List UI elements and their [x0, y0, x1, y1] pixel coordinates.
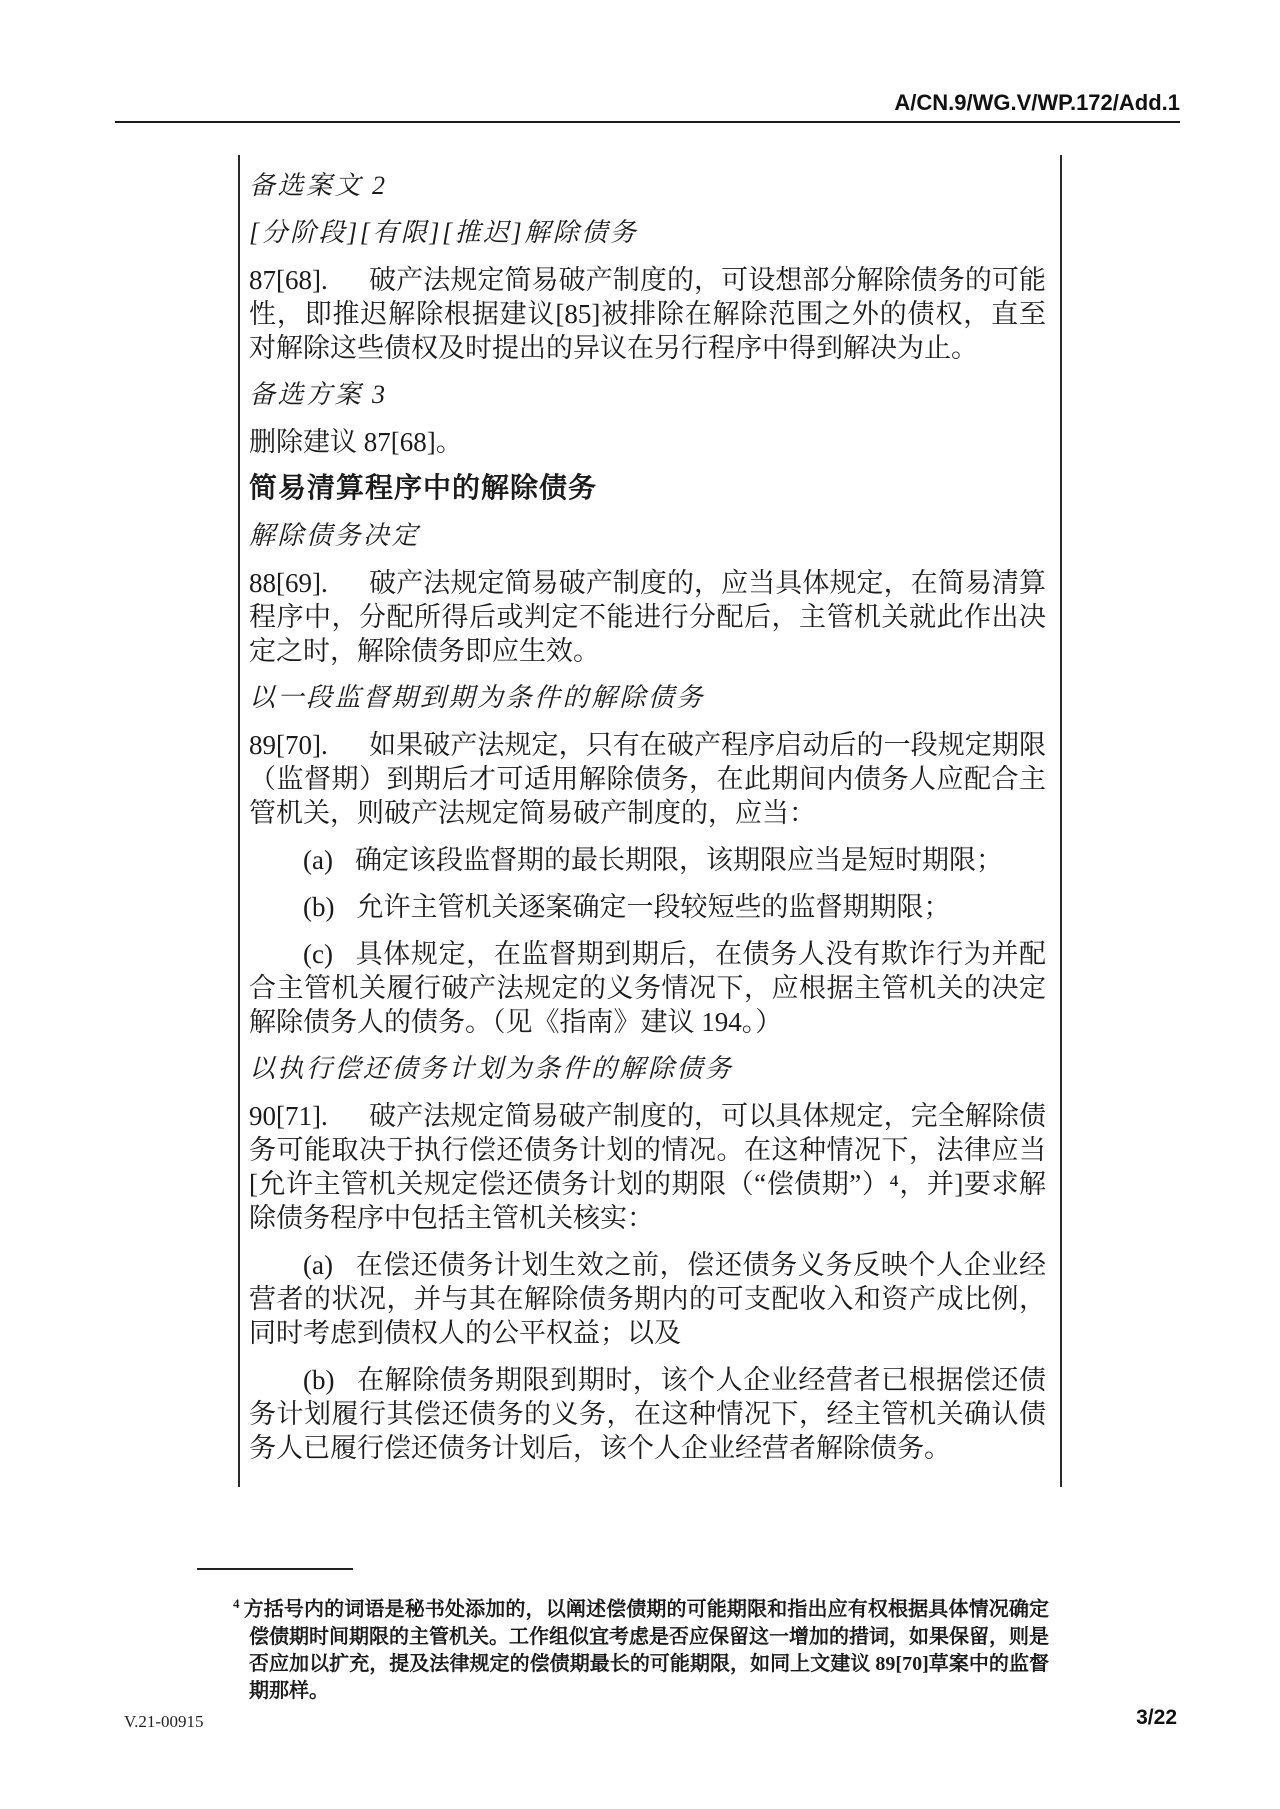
- list-item: [249, 843, 1046, 877]
- subject-heading: 以一段监督期到期为条件的解除债务: [249, 683, 706, 712]
- plain-paragraph: 删除建议 87[68]。: [249, 427, 463, 457]
- list-item-text: 在偿还债务计划生效之前，偿还债务义务反映个人企业经营者的状况，并与其在解除债务期内的可支配收入和资产成比例，同时考虑到债权人的公平权益；以及: [249, 1250, 1046, 1348]
- alternative-heading: 备选案文 2: [249, 171, 388, 200]
- list-item: [249, 1248, 1046, 1350]
- footnote: [233, 1590, 1049, 1705]
- paragraph-number: 88[69].: [249, 568, 328, 598]
- job-number: V.21-00915: [124, 1712, 204, 1731]
- subject-heading: 以执行偿还债务计划为条件的解除债务: [249, 1054, 734, 1083]
- section-heading: 简易清算程序中的解除债务: [249, 473, 598, 504]
- list-item-text: 具体规定，在监督期到期后，在债务人没有欺诈行为并配合主管机关履行破产法规定的义务情况下，应根据主管机关的决定解除债务人的债务。（见《指南》建议 194。）: [249, 939, 1046, 1037]
- list-item-text: 允许主管机关逐案确定一段较短些的监督期期限；: [356, 892, 951, 922]
- paragraph-text: 如果破产法规定，只有在破产程序启动后的一段规定期限（监督期）到期后才可适用解除债务，在此期间内债务人应配合主管机关，则破产法规定简易破产制度的，应当：: [249, 730, 1046, 828]
- paragraph-number: 87[68].: [249, 265, 328, 295]
- footnote-recommendation-ref: 89[70]: [875, 1652, 929, 1675]
- list-item: [249, 1363, 1046, 1465]
- list-item-label: (a): [303, 1250, 333, 1280]
- page-indicator: 3/22: [1136, 1706, 1177, 1729]
- numbered-paragraph: [249, 566, 1046, 668]
- numbered-paragraph: [249, 263, 1046, 365]
- footnote-separator: [197, 1568, 353, 1570]
- paragraph-number: 90[71].: [249, 1101, 328, 1131]
- paragraph-text: 破产法规定简易破产制度的，应当具体规定，在简易清算程序中，分配所得后或判定不能进行分配后，主管机关就此作出决定之时，解除债务即应生效。: [249, 568, 1046, 666]
- numbered-paragraph: [249, 1099, 1046, 1235]
- subject-heading: 解除债务决定: [249, 521, 421, 550]
- list-item: [249, 890, 1046, 924]
- list-item: [249, 937, 1046, 1039]
- numbered-paragraph: [249, 728, 1046, 830]
- header-rule: [115, 121, 1180, 123]
- list-item-text: 确定该段监督期的最长期限，该期限应当是短时期限；: [354, 845, 1003, 875]
- paragraph-text: 破产法规定简易破产制度的，可以具体规定，完全解除债务可能取决于执行偿还债务计划的情况。在这种情况下，法律应当[允许主管机关规定偿还债务计划的期限（“偿债期”）⁴，并]要求解除债务程序中包括主管机关核实：: [249, 1101, 1046, 1233]
- paragraph-number: 89[70].: [249, 730, 328, 760]
- list-item-label: (b): [303, 1365, 335, 1395]
- alternative-heading: 备选方案 3: [249, 380, 388, 409]
- alternative-heading: [分阶段][有限][推迟]解除债务: [249, 218, 639, 247]
- footnote-paragraph: [233, 1590, 1049, 1705]
- paragraph-text: 破产法规定简易破产制度的，可设想部分解除债务的可能性，即推迟解除根据建议[85]被排除在解除范围之外的债权，直至对解除这些债权及时提出的异议在另行程序中得到解决为止。: [249, 265, 1046, 363]
- list-item-label: (b): [303, 892, 335, 922]
- footnote-text: 方括号内的词语是秘书处添加的，以阐述偿债期的可能期限和指出应有权根据具体情况确定偿债期时间期限的主管机关。工作组似宜考虑是否应保留这一增加的措词，如果保留，则是否应加以扩充，提及法律规定的偿债期最长的可能期限，如同上文建议: [243, 1598, 1049, 1675]
- list-item-text: 在解除债务期限到期时，该个人企业经营者已根据偿还债务计划履行其偿还债务的义务，在这种情况下，经主管机关确认债务人已履行偿还债务计划后，该个人企业经营者解除债务。: [249, 1365, 1046, 1463]
- footnote-marker: 4: [233, 1596, 240, 1611]
- footnote-text: 草案中的监督期那样。: [249, 1652, 1050, 1702]
- change-barred-content: [238, 155, 1062, 1487]
- document-symbol: A/CN.9/WG.V/WP.172/Add.1: [894, 90, 1180, 115]
- list-item-label: (c): [303, 939, 333, 969]
- list-item-label: (a): [303, 845, 333, 875]
